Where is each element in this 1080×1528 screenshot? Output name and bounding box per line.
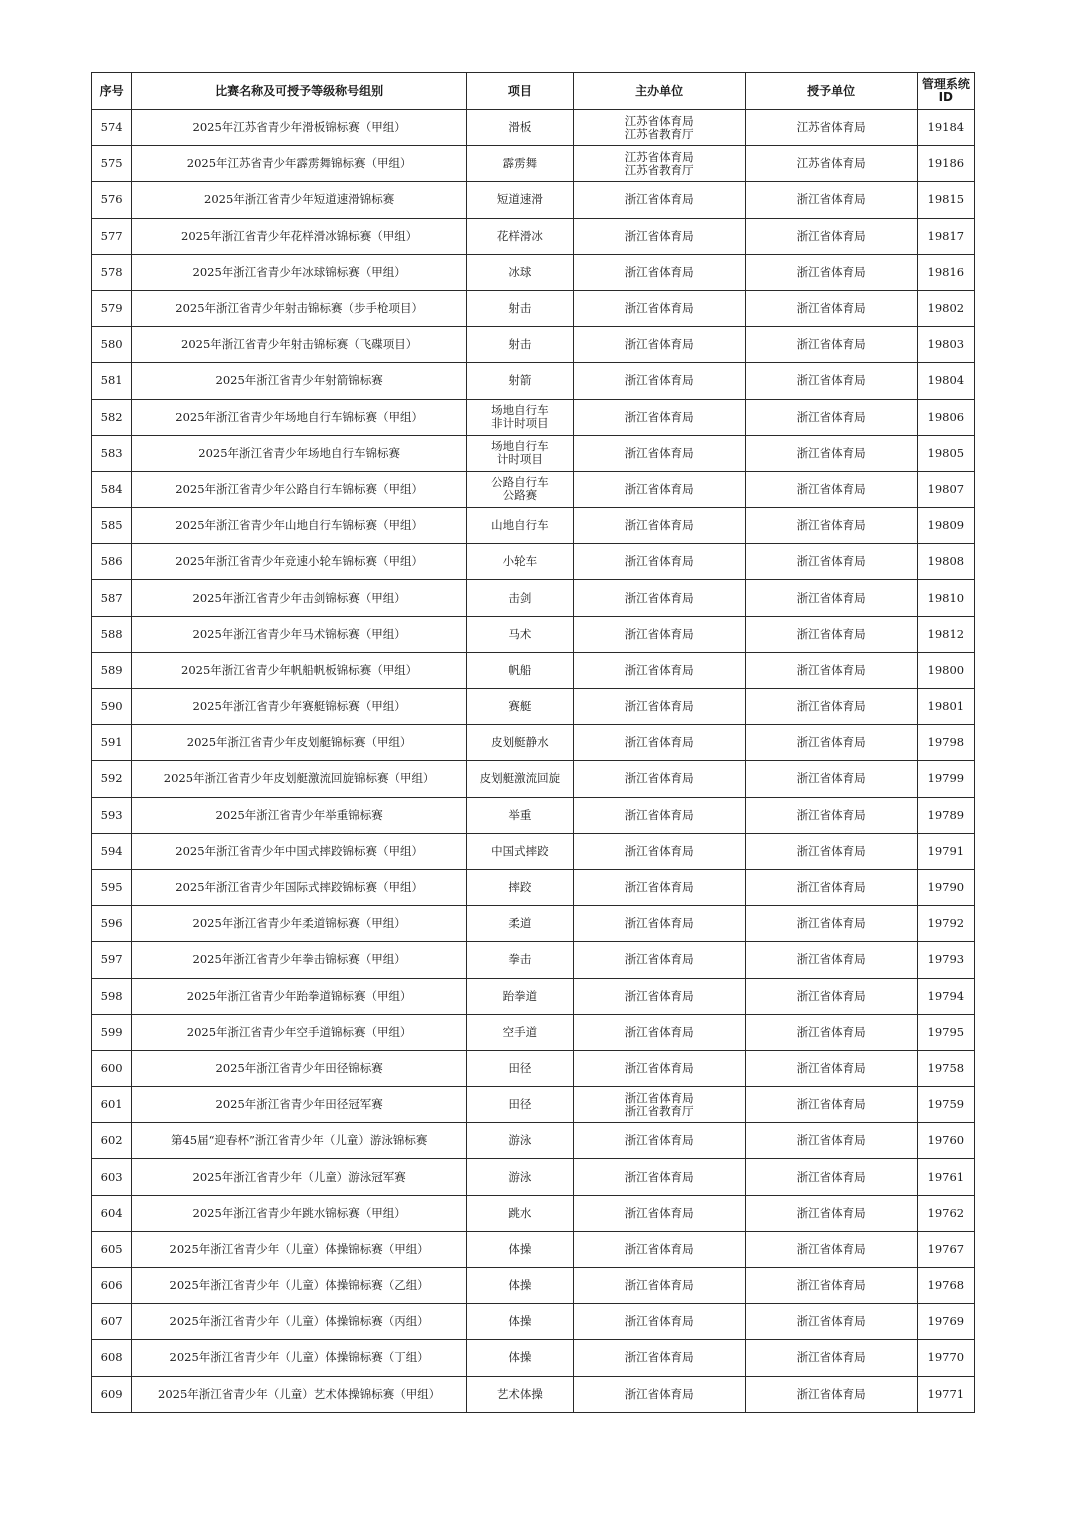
cell-event: 皮划艇激流回旋 [467,761,574,797]
cell-awarding-unit: 浙江省体育局 [745,1376,917,1412]
cell-event: 公路自行车 公路赛 [467,471,574,507]
cell-system-id: 19794 [917,978,974,1014]
cell-system-id: 19795 [917,1014,974,1050]
cell-seq: 594 [92,833,132,869]
table-row [92,290,975,326]
header-awarding-unit: 授予单位 [745,73,917,110]
cell-event: 体操 [467,1304,574,1340]
cell-event: 射箭 [467,363,574,399]
table-row [92,1304,975,1340]
table-row [92,869,975,905]
table-body [92,110,975,1413]
cell-event: 帆船 [467,652,574,688]
cell-organizer: 浙江省体育局 浙江省教育厅 [573,1087,745,1123]
cell-competition-name: 2025年江苏省青少年霹雳舞锦标赛（甲组） [132,146,467,182]
cell-competition-name: 2025年浙江省青少年（儿童）艺术体操锦标赛（甲组） [132,1376,467,1412]
table-row [92,363,975,399]
cell-organizer: 浙江省体育局 [573,906,745,942]
cell-organizer: 浙江省体育局 [573,1050,745,1086]
cell-awarding-unit: 浙江省体育局 [745,1123,917,1159]
cell-event: 体操 [467,1340,574,1376]
cell-organizer: 浙江省体育局 [573,218,745,254]
cell-awarding-unit: 浙江省体育局 [745,725,917,761]
cell-awarding-unit: 浙江省体育局 [745,471,917,507]
cell-seq: 587 [92,580,132,616]
cell-organizer: 江苏省体育局 江苏省教育厅 [573,146,745,182]
cell-system-id: 19800 [917,652,974,688]
cell-awarding-unit: 浙江省体育局 [745,290,917,326]
cell-seq: 583 [92,435,132,471]
cell-event: 体操 [467,1268,574,1304]
cell-competition-name: 2025年浙江省青少年射击锦标赛（飞碟项目） [132,327,467,363]
table-row [92,327,975,363]
cell-seq: 581 [92,363,132,399]
cell-seq: 599 [92,1014,132,1050]
cell-event: 游泳 [467,1123,574,1159]
cell-competition-name: 2025年浙江省青少年竞速小轮车锦标赛（甲组） [132,544,467,580]
cell-system-id: 19793 [917,942,974,978]
cell-system-id: 19809 [917,508,974,544]
cell-seq: 598 [92,978,132,1014]
table-row [92,833,975,869]
cell-organizer: 浙江省体育局 [573,327,745,363]
cell-event: 举重 [467,797,574,833]
cell-awarding-unit: 浙江省体育局 [745,1195,917,1231]
cell-competition-name: 2025年浙江省青少年场地自行车锦标赛 [132,435,467,471]
cell-awarding-unit: 浙江省体育局 [745,942,917,978]
table-row [92,1123,975,1159]
cell-organizer: 浙江省体育局 [573,725,745,761]
cell-event: 射击 [467,290,574,326]
cell-organizer: 浙江省体育局 [573,1376,745,1412]
cell-system-id: 19798 [917,725,974,761]
cell-seq: 579 [92,290,132,326]
cell-system-id: 19805 [917,435,974,471]
cell-seq: 597 [92,942,132,978]
cell-organizer: 浙江省体育局 [573,471,745,507]
cell-system-id: 19770 [917,1340,974,1376]
cell-organizer: 浙江省体育局 [573,761,745,797]
cell-seq: 602 [92,1123,132,1159]
cell-competition-name: 2025年浙江省青少年射击锦标赛（步手枪项目） [132,290,467,326]
cell-event: 跆拳道 [467,978,574,1014]
cell-organizer: 浙江省体育局 [573,833,745,869]
cell-system-id: 19817 [917,218,974,254]
cell-awarding-unit: 浙江省体育局 [745,254,917,290]
cell-seq: 577 [92,218,132,254]
cell-organizer: 浙江省体育局 [573,1231,745,1267]
cell-system-id: 19791 [917,833,974,869]
cell-event: 山地自行车 [467,508,574,544]
cell-awarding-unit: 浙江省体育局 [745,544,917,580]
cell-awarding-unit: 浙江省体育局 [745,869,917,905]
table-row [92,1268,975,1304]
cell-event: 田径 [467,1087,574,1123]
cell-system-id: 19762 [917,1195,974,1231]
cell-organizer: 浙江省体育局 [573,1268,745,1304]
cell-competition-name: 2025年浙江省青少年（儿童）体操锦标赛（丁组） [132,1340,467,1376]
cell-awarding-unit: 浙江省体育局 [745,1014,917,1050]
cell-awarding-unit: 浙江省体育局 [745,1231,917,1267]
cell-competition-name: 2025年浙江省青少年跆拳道锦标赛（甲组） [132,978,467,1014]
cell-seq: 586 [92,544,132,580]
cell-organizer: 浙江省体育局 [573,399,745,435]
cell-event: 花样滑冰 [467,218,574,254]
table-row [92,146,975,182]
cell-awarding-unit: 江苏省体育局 [745,146,917,182]
table-row [92,254,975,290]
cell-seq: 595 [92,869,132,905]
cell-system-id: 19799 [917,761,974,797]
table-row [92,1376,975,1412]
cell-system-id: 19760 [917,1123,974,1159]
cell-seq: 600 [92,1050,132,1086]
table-row [92,544,975,580]
cell-event: 冰球 [467,254,574,290]
cell-organizer: 浙江省体育局 [573,508,745,544]
cell-system-id: 19812 [917,616,974,652]
table-row [92,580,975,616]
cell-competition-name: 2025年浙江省青少年射箭锦标赛 [132,363,467,399]
cell-seq: 589 [92,652,132,688]
cell-competition-name: 2025年江苏省青少年滑板锦标赛（甲组） [132,110,467,146]
cell-organizer: 浙江省体育局 [573,942,745,978]
cell-awarding-unit: 浙江省体育局 [745,182,917,218]
cell-organizer: 浙江省体育局 [573,254,745,290]
cell-awarding-unit: 浙江省体育局 [745,833,917,869]
cell-seq: 609 [92,1376,132,1412]
table-row [92,110,975,146]
cell-event: 场地自行车 非计时项目 [467,399,574,435]
cell-seq: 596 [92,906,132,942]
cell-event: 小轮车 [467,544,574,580]
cell-organizer: 浙江省体育局 [573,1304,745,1340]
cell-event: 空手道 [467,1014,574,1050]
cell-competition-name: 第45届“迎春杯”浙江省青少年（儿童）游泳锦标赛 [132,1123,467,1159]
header-system-id: 管理系统 ID [917,73,974,110]
cell-seq: 588 [92,616,132,652]
table-row [92,508,975,544]
cell-system-id: 19792 [917,906,974,942]
cell-system-id: 19802 [917,290,974,326]
cell-competition-name: 2025年浙江省青少年田径锦标赛 [132,1050,467,1086]
table-header-row [92,73,975,110]
header-competition-name: 比赛名称及可授予等级称号组别 [132,73,467,110]
cell-organizer: 浙江省体育局 [573,1159,745,1195]
cell-system-id: 19790 [917,869,974,905]
cell-event: 拳击 [467,942,574,978]
cell-awarding-unit: 浙江省体育局 [745,435,917,471]
cell-system-id: 19807 [917,471,974,507]
cell-competition-name: 2025年浙江省青少年击剑锦标赛（甲组） [132,580,467,616]
table-row [92,1231,975,1267]
cell-event: 跳水 [467,1195,574,1231]
cell-event: 中国式摔跤 [467,833,574,869]
cell-system-id: 19767 [917,1231,974,1267]
cell-event: 游泳 [467,1159,574,1195]
cell-competition-name: 2025年浙江省青少年花样滑冰锦标赛（甲组） [132,218,467,254]
header-seq: 序号 [92,73,132,110]
cell-seq: 606 [92,1268,132,1304]
cell-seq: 576 [92,182,132,218]
cell-organizer: 浙江省体育局 [573,1014,745,1050]
cell-competition-name: 2025年浙江省青少年举重锦标赛 [132,797,467,833]
cell-system-id: 19801 [917,689,974,725]
cell-event: 皮划艇静水 [467,725,574,761]
cell-event: 滑板 [467,110,574,146]
cell-awarding-unit: 浙江省体育局 [745,797,917,833]
cell-competition-name: 2025年浙江省青少年场地自行车锦标赛（甲组） [132,399,467,435]
cell-awarding-unit: 浙江省体育局 [745,616,917,652]
cell-seq: 591 [92,725,132,761]
table-row [92,218,975,254]
cell-competition-name: 2025年浙江省青少年帆船帆板锦标赛（甲组） [132,652,467,688]
cell-organizer: 浙江省体育局 [573,363,745,399]
header-organizer: 主办单位 [573,73,745,110]
cell-awarding-unit: 浙江省体育局 [745,1340,917,1376]
cell-awarding-unit: 浙江省体育局 [745,399,917,435]
cell-seq: 601 [92,1087,132,1123]
cell-awarding-unit: 浙江省体育局 [745,1304,917,1340]
cell-competition-name: 2025年浙江省青少年（儿童）游泳冠军赛 [132,1159,467,1195]
cell-awarding-unit: 浙江省体育局 [745,363,917,399]
cell-event: 霹雳舞 [467,146,574,182]
cell-system-id: 19808 [917,544,974,580]
table-row [92,182,975,218]
cell-awarding-unit: 浙江省体育局 [745,1050,917,1086]
cell-awarding-unit: 浙江省体育局 [745,508,917,544]
cell-event: 摔跤 [467,869,574,905]
cell-system-id: 19769 [917,1304,974,1340]
cell-system-id: 19768 [917,1268,974,1304]
cell-event: 体操 [467,1231,574,1267]
cell-awarding-unit: 浙江省体育局 [745,580,917,616]
cell-organizer: 江苏省体育局 江苏省教育厅 [573,110,745,146]
cell-system-id: 19761 [917,1159,974,1195]
table-row [92,435,975,471]
cell-organizer: 浙江省体育局 [573,869,745,905]
table-row [92,725,975,761]
cell-event: 赛艇 [467,689,574,725]
cell-system-id: 19789 [917,797,974,833]
cell-system-id: 19815 [917,182,974,218]
cell-awarding-unit: 浙江省体育局 [745,1087,917,1123]
cell-system-id: 19759 [917,1087,974,1123]
cell-awarding-unit: 浙江省体育局 [745,906,917,942]
table-row [92,616,975,652]
cell-competition-name: 2025年浙江省青少年（儿童）体操锦标赛（甲组） [132,1231,467,1267]
cell-event: 柔道 [467,906,574,942]
table-row [92,761,975,797]
cell-awarding-unit: 浙江省体育局 [745,652,917,688]
cell-awarding-unit: 浙江省体育局 [745,327,917,363]
cell-organizer: 浙江省体育局 [573,182,745,218]
cell-competition-name: 2025年浙江省青少年山地自行车锦标赛（甲组） [132,508,467,544]
cell-event: 射击 [467,327,574,363]
cell-seq: 574 [92,110,132,146]
cell-seq: 584 [92,471,132,507]
cell-event: 击剑 [467,580,574,616]
cell-awarding-unit: 浙江省体育局 [745,1268,917,1304]
cell-competition-name: 2025年浙江省青少年中国式摔跤锦标赛（甲组） [132,833,467,869]
cell-competition-name: 2025年浙江省青少年跳水锦标赛（甲组） [132,1195,467,1231]
cell-competition-name: 2025年浙江省青少年（儿童）体操锦标赛（乙组） [132,1268,467,1304]
cell-seq: 592 [92,761,132,797]
table-row [92,978,975,1014]
table-row [92,399,975,435]
cell-organizer: 浙江省体育局 [573,1195,745,1231]
cell-organizer: 浙江省体育局 [573,616,745,652]
cell-system-id: 19758 [917,1050,974,1086]
cell-awarding-unit: 浙江省体育局 [745,978,917,1014]
cell-competition-name: 2025年浙江省青少年短道速滑锦标赛 [132,182,467,218]
cell-competition-name: 2025年浙江省青少年冰球锦标赛（甲组） [132,254,467,290]
cell-competition-name: 2025年浙江省青少年空手道锦标赛（甲组） [132,1014,467,1050]
cell-awarding-unit: 浙江省体育局 [745,1159,917,1195]
table-row [92,1050,975,1086]
cell-competition-name: 2025年浙江省青少年皮划艇激流回旋锦标赛（甲组） [132,761,467,797]
cell-organizer: 浙江省体育局 [573,689,745,725]
cell-seq: 605 [92,1231,132,1267]
cell-organizer: 浙江省体育局 [573,435,745,471]
cell-seq: 585 [92,508,132,544]
cell-competition-name: 2025年浙江省青少年马术锦标赛（甲组） [132,616,467,652]
cell-awarding-unit: 江苏省体育局 [745,110,917,146]
cell-seq: 608 [92,1340,132,1376]
cell-seq: 593 [92,797,132,833]
table-row [92,1340,975,1376]
table-row [92,471,975,507]
cell-system-id: 19804 [917,363,974,399]
table-row [92,906,975,942]
cell-awarding-unit: 浙江省体育局 [745,218,917,254]
cell-seq: 575 [92,146,132,182]
cell-competition-name: 2025年浙江省青少年公路自行车锦标赛（甲组） [132,471,467,507]
cell-system-id: 19806 [917,399,974,435]
cell-event: 场地自行车 计时项目 [467,435,574,471]
cell-organizer: 浙江省体育局 [573,652,745,688]
cell-awarding-unit: 浙江省体育局 [745,689,917,725]
table-row [92,1195,975,1231]
cell-event: 田径 [467,1050,574,1086]
header-event: 项目 [467,73,574,110]
table-row [92,1014,975,1050]
cell-seq: 604 [92,1195,132,1231]
cell-competition-name: 2025年浙江省青少年皮划艇锦标赛（甲组） [132,725,467,761]
cell-system-id: 19184 [917,110,974,146]
cell-organizer: 浙江省体育局 [573,544,745,580]
cell-competition-name: 2025年浙江省青少年拳击锦标赛（甲组） [132,942,467,978]
cell-system-id: 19186 [917,146,974,182]
competition-table [91,72,975,1413]
cell-event: 艺术体操 [467,1376,574,1412]
cell-organizer: 浙江省体育局 [573,1340,745,1376]
cell-seq: 603 [92,1159,132,1195]
cell-organizer: 浙江省体育局 [573,580,745,616]
cell-organizer: 浙江省体育局 [573,1123,745,1159]
cell-awarding-unit: 浙江省体育局 [745,761,917,797]
cell-system-id: 19803 [917,327,974,363]
table-row [92,652,975,688]
cell-seq: 582 [92,399,132,435]
table-row [92,1087,975,1123]
cell-competition-name: 2025年浙江省青少年国际式摔跤锦标赛（甲组） [132,869,467,905]
cell-competition-name: 2025年浙江省青少年赛艇锦标赛（甲组） [132,689,467,725]
table-row [92,1159,975,1195]
table-row [92,689,975,725]
cell-system-id: 19816 [917,254,974,290]
cell-seq: 590 [92,689,132,725]
cell-competition-name: 2025年浙江省青少年柔道锦标赛（甲组） [132,906,467,942]
table-row [92,797,975,833]
cell-system-id: 19771 [917,1376,974,1412]
cell-organizer: 浙江省体育局 [573,290,745,326]
cell-seq: 607 [92,1304,132,1340]
cell-competition-name: 2025年浙江省青少年田径冠军赛 [132,1087,467,1123]
table-row [92,942,975,978]
cell-system-id: 19810 [917,580,974,616]
cell-organizer: 浙江省体育局 [573,978,745,1014]
cell-seq: 580 [92,327,132,363]
cell-competition-name: 2025年浙江省青少年（儿童）体操锦标赛（丙组） [132,1304,467,1340]
cell-event: 短道速滑 [467,182,574,218]
cell-seq: 578 [92,254,132,290]
cell-organizer: 浙江省体育局 [573,797,745,833]
cell-event: 马术 [467,616,574,652]
